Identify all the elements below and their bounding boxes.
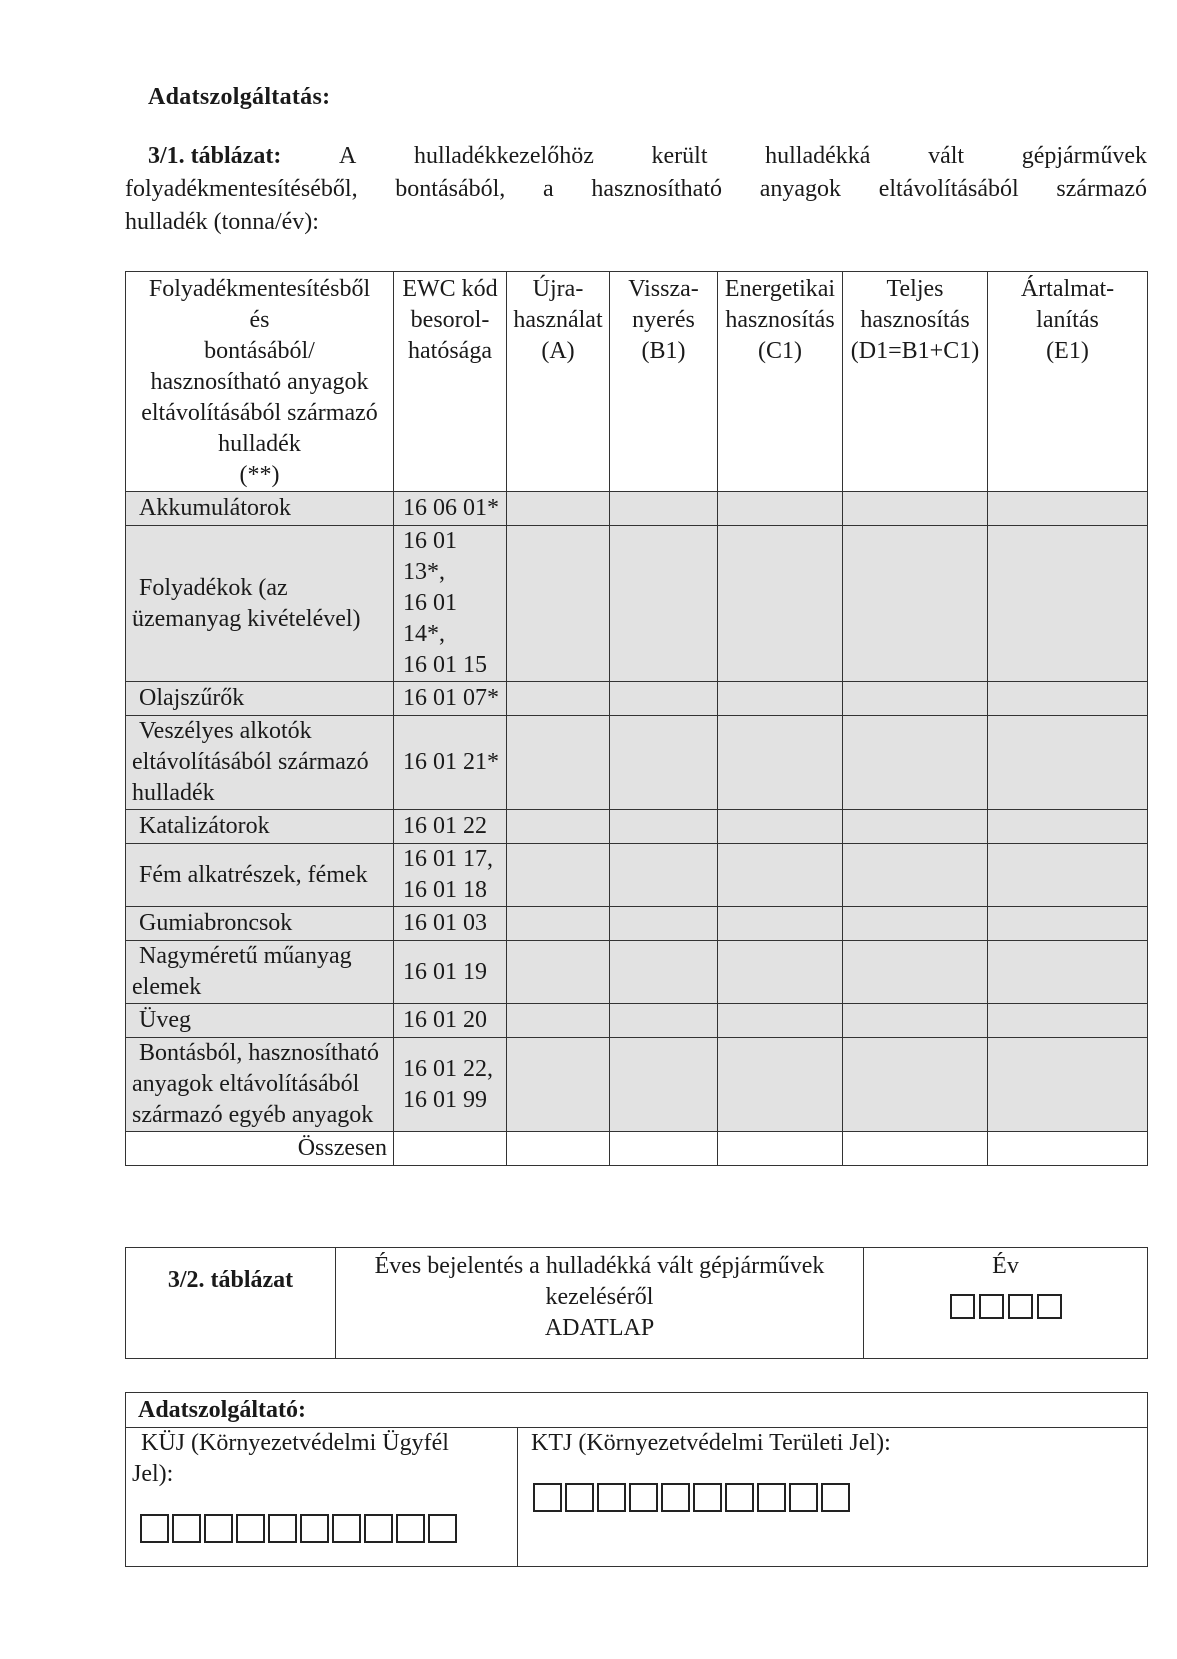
- value-cell[interactable]: [718, 526, 843, 682]
- year-digit-box[interactable]: [1037, 1294, 1062, 1319]
- value-cell[interactable]: [507, 941, 610, 1004]
- header-line: használat: [513, 307, 603, 333]
- waste-type-line: eltávolításából származó: [132, 749, 369, 775]
- provider-heading: Adatszolgáltató:: [126, 1393, 1148, 1428]
- caption-word: vált: [928, 143, 965, 169]
- value-cell[interactable]: [843, 716, 988, 810]
- value-cell[interactable]: [507, 526, 610, 682]
- year-digit-box[interactable]: [979, 1294, 1004, 1319]
- waste-type-cell: [126, 526, 394, 682]
- kuj-digit-box[interactable]: [428, 1514, 457, 1543]
- ewc-code-cell: [394, 716, 507, 810]
- provider-table: [125, 1392, 1148, 1567]
- value-cell[interactable]: [610, 941, 718, 1004]
- page-heading: Adatszolgáltatás:: [148, 84, 331, 110]
- ewc-code-cell: [394, 907, 507, 941]
- kuj-digit-box[interactable]: [172, 1514, 201, 1543]
- caption-word: került: [651, 143, 708, 169]
- year-digit-box[interactable]: [1008, 1294, 1033, 1319]
- waste-type-line: anyagok eltávolításából: [132, 1071, 360, 1097]
- ewc-code-line: 14*,: [403, 621, 445, 647]
- table-32: [125, 1247, 1148, 1359]
- value-cell[interactable]: [718, 492, 843, 526]
- value-cell[interactable]: [507, 810, 610, 844]
- year-cell: [864, 1248, 1148, 1359]
- ewc-code-cell: [394, 810, 507, 844]
- header-line: (E1): [1046, 338, 1089, 364]
- value-cell[interactable]: [718, 1004, 843, 1038]
- value-cell[interactable]: [988, 810, 1148, 844]
- kuj-cell: [126, 1428, 518, 1567]
- waste-type-line: Katalizátorok: [139, 813, 270, 839]
- kuj-label: KÜJ (Környezetvédelmi Ügyfél: [141, 1430, 449, 1456]
- waste-table: [125, 271, 1148, 1166]
- ewc-code-line: 16 01: [403, 528, 457, 554]
- table-row: [126, 492, 1148, 526]
- header-col-ewc-code: [394, 272, 507, 492]
- waste-type-line: Folyadékok (az: [139, 574, 288, 601]
- kuj-digit-box[interactable]: [204, 1514, 233, 1543]
- header-line: Vissza-: [628, 276, 699, 302]
- value-cell[interactable]: [507, 1004, 610, 1038]
- year-boxes[interactable]: [950, 1294, 1062, 1319]
- table-row: [126, 526, 1148, 682]
- ktj-digit-box[interactable]: [757, 1483, 786, 1512]
- table-row: [126, 1038, 1148, 1132]
- table-header-row: [126, 272, 1148, 492]
- caption-line-2: folyadékmentesítéséből, bontásából, a hasznosítható anyagok eltávolításából származó: [125, 176, 1147, 202]
- kuj-digit-box[interactable]: [332, 1514, 361, 1543]
- waste-type-cell: [126, 1004, 394, 1038]
- waste-type-line: származó egyéb anyagok: [132, 1102, 374, 1128]
- table-row: [126, 716, 1148, 810]
- waste-type-cell: [126, 844, 394, 907]
- ewc-code-cell: [394, 682, 507, 716]
- value-cell[interactable]: [843, 526, 988, 682]
- caption-word: hulladékkezelőhöz: [413, 143, 594, 169]
- ktj-digit-box[interactable]: [565, 1483, 594, 1512]
- ktj-digit-box[interactable]: [789, 1483, 818, 1512]
- header-line: bontásából/: [204, 338, 315, 364]
- value-cell[interactable]: [988, 844, 1148, 907]
- waste-type-cell: [126, 1038, 394, 1132]
- header-col-disposal: [988, 272, 1148, 492]
- table-32-label: 3/2. táblázat: [126, 1248, 336, 1359]
- header-col-energy-recovery: [718, 272, 843, 492]
- year-label: Év: [992, 1253, 1019, 1279]
- value-cell[interactable]: [988, 492, 1148, 526]
- ewc-code-line: 16 01: [403, 590, 457, 616]
- header-line: és: [249, 307, 270, 333]
- waste-type-line: Fém alkatrészek, fémek: [139, 861, 368, 888]
- kuj-digit-box[interactable]: [140, 1514, 169, 1543]
- table-row: [126, 1004, 1148, 1038]
- header-line: (B1): [641, 338, 686, 364]
- ktj-label: KTJ (Környezetvédelmi Területi Jel):: [531, 1430, 891, 1456]
- header-col-total-recovery: [843, 272, 988, 492]
- value-cell[interactable]: [843, 1038, 988, 1132]
- header-line: (C1): [758, 338, 802, 364]
- ewc-code-line: 16 01 99: [403, 1086, 487, 1113]
- total-value-cell[interactable]: [507, 1132, 610, 1166]
- kuj-boxes[interactable]: [140, 1514, 510, 1543]
- table-32-title: [336, 1248, 864, 1359]
- header-line: nyerés: [632, 307, 695, 333]
- caption-word: gépjárművek: [1021, 143, 1147, 169]
- value-cell[interactable]: [988, 1004, 1148, 1038]
- value-cell[interactable]: [718, 907, 843, 941]
- header-line: besorol-: [410, 307, 490, 333]
- ewc-code-cell: [394, 526, 507, 682]
- value-cell[interactable]: [610, 716, 718, 810]
- table-row: [126, 810, 1148, 844]
- waste-type-line: Üveg: [139, 1007, 191, 1033]
- caption-line-3: hulladék (tonna/év):: [125, 209, 319, 235]
- kuj-digit-box[interactable]: [396, 1514, 425, 1543]
- value-cell[interactable]: [610, 682, 718, 716]
- total-value-cell[interactable]: [610, 1132, 718, 1166]
- total-value-cell[interactable]: [988, 1132, 1148, 1166]
- value-cell[interactable]: [610, 1004, 718, 1038]
- value-cell[interactable]: [610, 907, 718, 941]
- year-digit-box[interactable]: [950, 1294, 975, 1319]
- value-cell[interactable]: [718, 716, 843, 810]
- total-label: Összesen: [126, 1132, 394, 1166]
- header-line: EWC kód: [402, 276, 498, 302]
- header-line: Ártalmat-: [1020, 276, 1115, 302]
- ewc-code-line: 16 06 01*: [403, 495, 499, 521]
- waste-type-line: üzemanyag kivételével): [132, 605, 361, 632]
- ewc-code-cell: [394, 1038, 507, 1132]
- table-row: [126, 682, 1148, 716]
- table-row: [126, 844, 1148, 907]
- ktj-boxes[interactable]: [533, 1483, 1140, 1512]
- total-row: [126, 1132, 1148, 1166]
- ewc-code-line: 16 01 19: [403, 958, 487, 985]
- total-value-cell[interactable]: [394, 1132, 507, 1166]
- table-row: [126, 941, 1148, 1004]
- value-cell[interactable]: [843, 682, 988, 716]
- waste-type-line: Nagyméretű műanyag: [139, 943, 352, 969]
- header-line: Energetikai: [724, 276, 836, 302]
- ktj-digit-box[interactable]: [821, 1483, 850, 1512]
- value-cell[interactable]: [610, 1038, 718, 1132]
- caption-line-1: [125, 140, 1147, 173]
- header-line: hatósága: [408, 338, 492, 364]
- value-cell[interactable]: [507, 492, 610, 526]
- waste-type-line: Gumiabroncsok: [139, 910, 293, 936]
- caption-label: 3/1. táblázat:: [148, 143, 282, 169]
- ktj-digit-box[interactable]: [693, 1483, 722, 1512]
- ewc-code-line: 16 01 15: [403, 652, 487, 678]
- value-cell[interactable]: [610, 844, 718, 907]
- caption-word: A: [338, 143, 357, 169]
- table-32-title-line: ADATLAP: [544, 1315, 655, 1341]
- value-cell[interactable]: [718, 844, 843, 907]
- header-line: Folyadékmentesítésből: [148, 276, 371, 302]
- ktj-cell: [518, 1428, 1148, 1567]
- kuj-digit-box[interactable]: [364, 1514, 393, 1543]
- table-caption: [125, 140, 1147, 239]
- header-col-recovery: [610, 272, 718, 492]
- header-line: (D1=B1+C1): [850, 338, 980, 364]
- kuj-digit-box[interactable]: [268, 1514, 297, 1543]
- kuj-label-cont: Jel):: [132, 1461, 174, 1487]
- waste-type-cell: [126, 716, 394, 810]
- ewc-code-cell: [394, 492, 507, 526]
- waste-type-line: Olajszűrők: [139, 685, 245, 711]
- ewc-code-cell: [394, 941, 507, 1004]
- value-cell[interactable]: [718, 810, 843, 844]
- value-cell[interactable]: [718, 941, 843, 1004]
- ktj-digit-box[interactable]: [629, 1483, 658, 1512]
- waste-type-cell: [126, 941, 394, 1004]
- value-cell[interactable]: [988, 1038, 1148, 1132]
- caption-word: hulladékká: [765, 143, 871, 169]
- header-line: eltávolításából származó: [141, 400, 378, 426]
- waste-type-cell: [126, 810, 394, 844]
- table-row: [126, 907, 1148, 941]
- kuj-digit-box[interactable]: [300, 1514, 329, 1543]
- header-line: (A): [541, 338, 575, 364]
- header-line: lanítás: [1036, 307, 1099, 333]
- header-line: Újra-: [532, 276, 584, 302]
- value-cell[interactable]: [507, 907, 610, 941]
- value-cell[interactable]: [988, 716, 1148, 810]
- value-cell[interactable]: [843, 907, 988, 941]
- waste-type-line: Bontásból, hasznosítható: [139, 1040, 379, 1066]
- header-col-reuse: [507, 272, 610, 492]
- table-32-title-line: kezeléséről: [545, 1284, 654, 1310]
- value-cell[interactable]: [718, 1038, 843, 1132]
- kuj-digit-box[interactable]: [236, 1514, 265, 1543]
- total-value-cell[interactable]: [843, 1132, 988, 1166]
- value-cell[interactable]: [988, 907, 1148, 941]
- value-cell[interactable]: [507, 844, 610, 907]
- ewc-code-line: 16 01 21*: [403, 749, 499, 775]
- total-value-cell[interactable]: [718, 1132, 843, 1166]
- ktj-digit-box[interactable]: [725, 1483, 754, 1512]
- value-cell[interactable]: [843, 1004, 988, 1038]
- value-cell[interactable]: [610, 810, 718, 844]
- header-line: (**): [239, 462, 280, 488]
- value-cell[interactable]: [843, 844, 988, 907]
- waste-type-cell: [126, 682, 394, 716]
- value-cell[interactable]: [610, 526, 718, 682]
- ewc-code-line: 16 01 22,: [403, 1055, 493, 1082]
- header-col-waste-type: [126, 272, 394, 492]
- header-line: hasznosítható anyagok: [150, 369, 369, 395]
- value-cell[interactable]: [843, 941, 988, 1004]
- header-line: Teljes: [886, 276, 944, 302]
- value-cell[interactable]: [843, 492, 988, 526]
- waste-type-cell: [126, 492, 394, 526]
- ewc-code-line: 13*,: [403, 559, 445, 585]
- ewc-code-cell: [394, 1004, 507, 1038]
- value-cell[interactable]: [507, 1038, 610, 1132]
- waste-type-cell: [126, 907, 394, 941]
- value-cell[interactable]: [843, 810, 988, 844]
- waste-type-line: elemek: [132, 974, 202, 1000]
- ktj-digit-box[interactable]: [597, 1483, 626, 1512]
- ewc-code-line: 16 01 03: [403, 910, 487, 936]
- ewc-code-line: 16 01 20: [403, 1007, 487, 1033]
- value-cell[interactable]: [718, 682, 843, 716]
- value-cell[interactable]: [988, 941, 1148, 1004]
- waste-type-line: Veszélyes alkotók: [139, 718, 312, 744]
- value-cell[interactable]: [507, 682, 610, 716]
- table-32-title-line: Éves bejelentés a hulladékká vált gépjárművek: [374, 1253, 825, 1279]
- header-line: hasznosítás: [860, 307, 970, 333]
- ewc-code-line: 16 01 07*: [403, 685, 499, 711]
- waste-type-line: Akkumulátorok: [139, 495, 291, 521]
- value-cell[interactable]: [988, 682, 1148, 716]
- ktj-digit-box[interactable]: [533, 1483, 562, 1512]
- ewc-code-line: 16 01 18: [403, 877, 487, 903]
- value-cell[interactable]: [988, 526, 1148, 682]
- value-cell[interactable]: [507, 716, 610, 810]
- header-line: hulladék: [218, 431, 301, 457]
- waste-type-line: hulladék: [132, 780, 215, 806]
- header-line: hasznosítás: [725, 307, 835, 333]
- ktj-digit-box[interactable]: [661, 1483, 690, 1512]
- value-cell[interactable]: [610, 492, 718, 526]
- ewc-code-line: 16 01 17,: [403, 846, 493, 872]
- ewc-code-line: 16 01 22: [403, 813, 487, 839]
- ewc-code-cell: [394, 844, 507, 907]
